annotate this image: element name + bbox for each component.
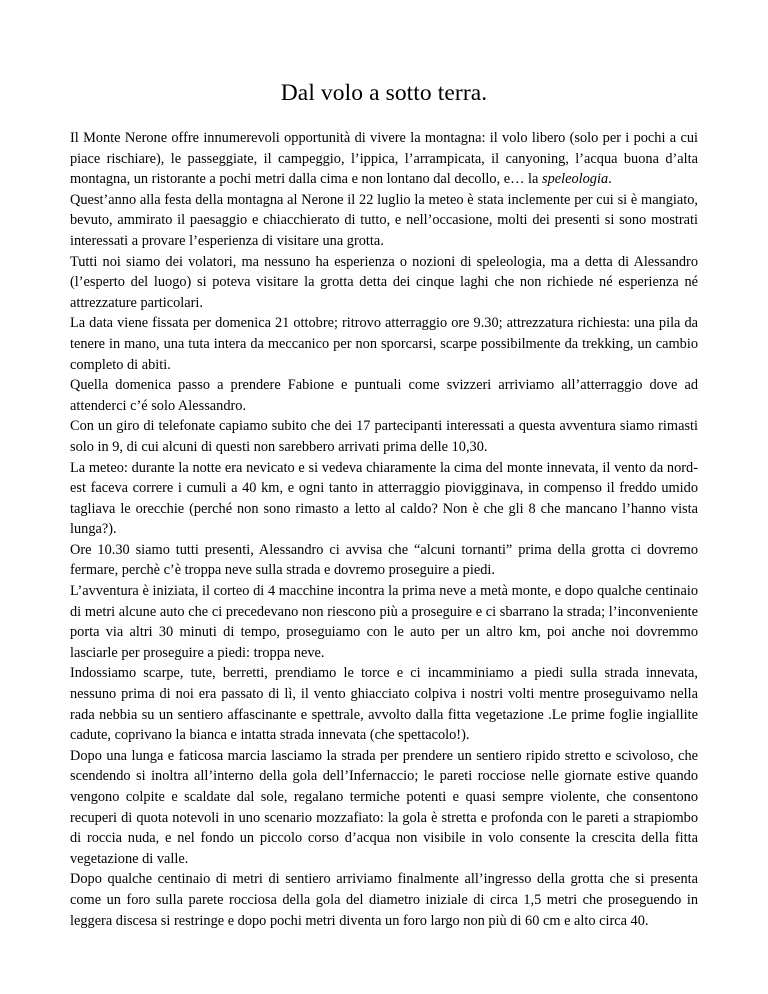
paragraph-6: Con un giro di telefonate capiamo subito che dei 17 partecipanti interessati a questa avventura siamo rimasti solo in 9, di cui alcuni di questi non sarebbero arrivati prima delle 10,30. [70,418,698,455]
paragraph-1 [70,128,698,190]
paragraph-7: La meteo: durante la notte era nevicato e si vedeva chiaramente la cima del monte innevata, il vento da nord-est faceva correre i cumuli a 40 km, e ogni tanto in atterraggio piovigginava, in compenso il freddo umido tagliava le orecchie (perché non sono rimasto a letto al caldo? Non è che gli 8 che mancano l’hanno vista lunga?). [70,459,698,538]
document-body [70,128,698,931]
paragraph-2: Quest’anno alla festa della montagna al Nerone il 22 luglio la meteo è stata inclemente per cui si è mangiato, bevuto, ammirato il paesaggio e chiacchierato di tutto, e nell’occasione, molti dei presenti si sono mostrati interessati a provare l’esperienza di visitare una grotta. [70,191,698,249]
emphasis-speleologia: speleologia [542,171,609,188]
paragraph-4: La data viene fissata per domenica 21 ottobre; ritrovo atterraggio ore 9.30; attrezzatura richiesta: una pila da tenere in mano, una tuta intera da meccanico per non sporcarsi, scarpe possibilmente da trekking, un cambio completo di abiti. [70,315,698,373]
paragraph-3: Tutti noi siamo dei volatori, ma nessuno ha esperienza o nozioni di speleologia, ma a detta di Alessandro (l’esperto del luogo) si poteva visitare la grotta detta dei cinque laghi che non richiede né esperienza né attrezzature particolari. [70,253,698,311]
paragraph-12: Dopo qualche centinaio di metri di sentiero arriviamo finalmente all’ingresso della grotta che si presenta come un foro sulla parete rocciosa della gola del diametro iniziale di circa 1,5 metri che proseguendo in leggera discesa si restringe e dopo pochi metri diventa un foro largo non più di 60 cm e alto circa 40. [70,871,698,929]
document-title: Dal volo a sotto terra. [280,80,488,106]
paragraph-tail: . [608,171,612,188]
paragraph-text: Il Monte Nerone offre innumerevoli opportunità di vivere la montagna: il volo libero (solo per i pochi a cui piace rischiare), le passeggiate, il campeggio, l’ippica, l’arrampicata, il canyoning, l’acqua buona d’alta montagna, un ristorante a pochi metri dalla cima e non lontano dal decollo, e… la [70,130,698,188]
paragraph-8: Ore 10.30 siamo tutti presenti, Alessandro ci avvisa che “alcuni tornanti” prima della grotta ci dovremo fermare, perchè c’è troppa neve sulla strada e dovremo proseguire a piedi. [70,541,698,579]
paragraph-9: L’avventura è iniziata, il corteo di 4 macchine incontra la prima neve a metà monte, e dopo qualche centinaio di metri alcune auto che ci precedevano non riescono più a proseguire e ci sbarrano la strada; l’inconveniente porta via altri 30 minuti di tempo, proseguiamo con le auto per un altro km, poi anche noi dovremmo lasciarle per proseguire a piedi: troppa neve. [70,583,698,661]
document-page [70,0,698,931]
paragraph-5: Quella domenica passo a prendere Fabione e puntuali come svizzeri arriviamo all’atterraggio dove ad attenderci c’é solo Alessandro. [70,377,698,414]
paragraph-11: Dopo una lunga e faticosa marcia lasciamo la strada per prendere un sentiero ripido stretto e scivoloso, che scendendo si inoltra all’interno della gola dell’Infernaccio; le pareti rocciose nelle giornate estive quando vengono colpite e scaldate dal sole, regalano termiche potenti e quasi sempre violente, che consentono recuperi di quota notevoli in uno scenario mozzafiato: la gola è stretta e profonda con le pareti a strapiombo di roccia nuda, e nel fondo un piccolo corso d’acqua non visibile in volo consente la crescita della fitta vegetazione di valle. [70,747,698,867]
paragraph-10: Indossiamo scarpe, tute, berretti, prendiamo le torce e ci incamminiamo a piedi sulla strada innevata, nessuno prima di noi era passato di lì, il vento ghiacciato colpiva i nostri volti mentre proseguivamo nella rada nebbia su un sentiero affascinante e spettrale, avvolto dalla fitta vegetazione .Le prime foglie ingiallite cadute, coprivano la bianca e intatta strada innevata (che spettacolo!). [70,665,698,744]
